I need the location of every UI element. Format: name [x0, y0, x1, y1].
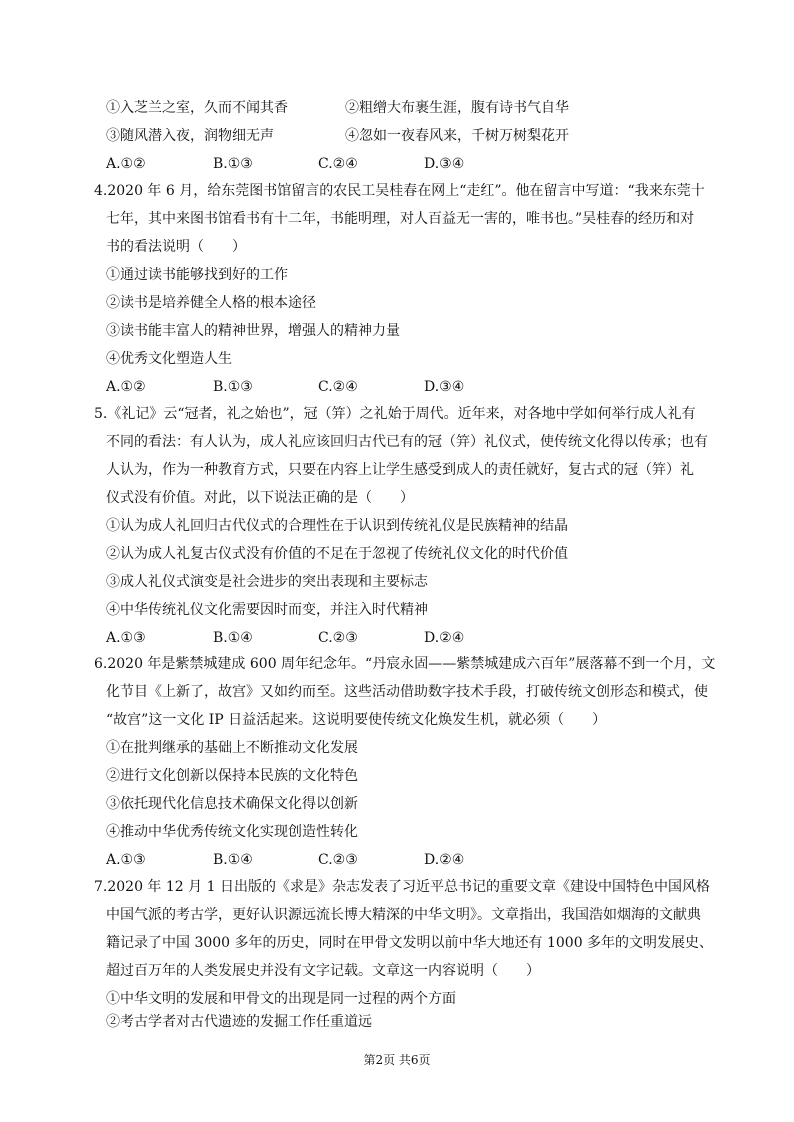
q4-option-2: ②读书是培养健全人格的根本途径: [106, 295, 316, 311]
q4-choice-b: B.①③: [213, 379, 253, 395]
q3-choice-a: A.①②: [106, 156, 146, 172]
q7-stem-line-1: 7.2020 年 12 月 1 日出版的《求是》杂志发表了习近平总书记的重要文章《建设中国特色中国风格: [94, 879, 710, 895]
q5-option-1: ①认为成人礼回归古代仪式的合理性在于认识到传统礼仪是民族精神的结晶: [106, 518, 568, 534]
q6-option-4: ④推动中华优秀传统文化实现创造性转化: [106, 824, 358, 840]
q5-option-3: ③成人礼仪式演变是社会进步的突出表现和主要标志: [106, 574, 428, 590]
q4-option-3: ③读书能丰富人的精神世界，增强人的精神力量: [106, 323, 400, 339]
q5-choice-a: A.①③: [106, 630, 146, 646]
q4-choice-c: C.②④: [318, 379, 358, 395]
q7-stem-line-2: 中国气派的考古学，更好认识源远流长博大精深的中华文明》。文章指出，我国浩如烟海的文献典: [106, 907, 701, 923]
q6-option-3: ③依托现代化信息技术确保文化得以创新: [106, 796, 358, 812]
page-footer: 第2页 共6页: [363, 1053, 431, 1067]
q4-option-4: ④优秀文化塑造人生: [106, 351, 232, 367]
q3-choice-d: D.③④: [424, 156, 465, 172]
q4-choice-d: D.③④: [424, 379, 465, 395]
q5-option-4: ④中华传统礼仪文化需要因时而变，并注入时代精神: [106, 602, 428, 618]
q4-stem-line-1: 4.2020 年 6 月，给东莞图书馆留言的农民工吴桂春在网上“走红”。他在留言中写道：“我来东莞十: [94, 183, 705, 199]
q3-option-3: ③随风潜入夜，润物细无声: [106, 128, 274, 144]
q7-stem-line-3: 籍记录了中国 3000 多年的历史，同时在甲骨文发明以前中华大地还有 1000 多年的文明发展史、: [106, 935, 714, 951]
q3-choice-b: B.①③: [213, 156, 253, 172]
q5-stem-line-1: 5.《礼记》云“冠者，礼之始也”，冠（笄）之礼始于周代。近年来，对各地中学如何举行成人礼有: [94, 406, 696, 422]
q7-stem-line-4: 超过百万年的人类发展史并没有文字记载。文章这一内容说明（ ）: [106, 963, 540, 979]
q6-option-1: ①在批判继承的基础上不断推动文化发展: [106, 740, 358, 756]
q5-choice-b: B.①④: [213, 630, 253, 646]
q5-option-2: ②认为成人礼复古仪式没有价值的不足在于忽视了传统礼仪文化的时代价值: [106, 546, 568, 562]
q6-choice-d: D.②④: [424, 852, 465, 868]
q6-option-2: ②进行文化创新以保持本民族的文化特色: [106, 768, 358, 784]
q5-stem-line-2: 不同的看法：有人认为，成人礼应该回归古代已有的冠（笄）礼仪式，使传统文化得以传承；也有: [106, 434, 708, 450]
q6-choice-b: B.①④: [213, 852, 253, 868]
q6-choice-a: A.①③: [106, 852, 146, 868]
q5-stem-line-4: 仪式没有价值。对此，以下说法正确的是（ ）: [106, 490, 414, 506]
q7-option-1: ①中华文明的发展和甲骨文的出现是同一过程的两个方面: [106, 991, 456, 1007]
q6-stem-line-2: 化节目《上新了，故宫》又如约而至。这些活动借助数字技术手段，打破传统文创形态和模式，使: [106, 684, 708, 700]
q3-option-4: ④忽如一夜春风来，千树万树梨花开: [345, 128, 569, 144]
q6-stem-line-3: “故宫”这一文化 IP 日益活起来。这说明要使传统文化焕发生机，就必须（ ）: [106, 712, 607, 728]
q5-stem-line-3: 人认为，作为一种教育方式，只要在内容上让学生感受到成人的责任就好，复古式的冠（笄）礼: [106, 462, 694, 478]
q3-option-2: ②粗缯大布裹生涯，腹有诗书气自华: [345, 100, 569, 116]
q4-stem-line-2: 七年，其中来图书馆看书有十二年，书能明理，对人百益无一害的，唯书也。”吴桂春的经历和对: [106, 211, 695, 227]
q3-option-1: ①入芝兰之室，久而不闻其香: [106, 100, 288, 116]
q5-choice-d: D.②④: [424, 630, 465, 646]
q4-option-1: ①通过读书能够找到好的工作: [106, 267, 288, 283]
q6-stem-line-1: 6.2020 年是紫禁城建成 600 周年纪念年。“丹宸永固——紫禁城建成六百年”展落幕不到一个月，文: [94, 656, 716, 672]
q4-stem-line-3: 书的看法说明（ ）: [106, 239, 246, 255]
q4-choice-a: A.①②: [106, 379, 146, 395]
q3-choice-c: C.②④: [318, 156, 358, 172]
q7-option-2: ②考古学者对古代遗迹的发掘工作任重道远: [106, 1014, 372, 1030]
q6-choice-c: C.②③: [318, 852, 358, 868]
q5-choice-c: C.②③: [318, 630, 358, 646]
